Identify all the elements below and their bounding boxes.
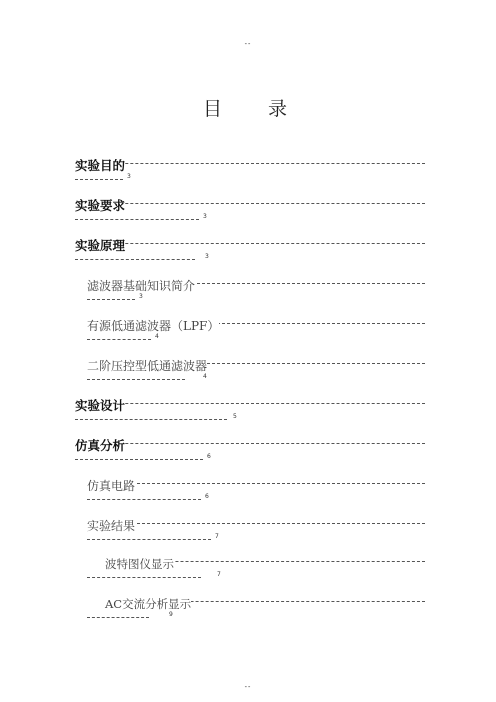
toc-entry-label: 二阶压控型低通滤波器 xyxy=(87,359,208,373)
toc-entry-experiment-design[interactable] xyxy=(75,395,425,425)
toc-entry-label: 波特图仪显示 xyxy=(105,557,174,571)
toc-page-number: 9 xyxy=(169,611,173,618)
toc-entry-experiment-results[interactable] xyxy=(87,515,425,545)
toc-page-number: 7 xyxy=(217,571,221,578)
toc-page-number: 3 xyxy=(203,213,207,220)
toc-entry-label: 实验设计 xyxy=(75,398,126,413)
toc-page-number: 3 xyxy=(139,293,143,300)
toc-entry-label: 实验原理 xyxy=(75,238,126,253)
toc-page-number: 4 xyxy=(203,373,207,380)
toc-entry-experiment-requirements[interactable] xyxy=(75,195,425,225)
toc-entry-label: 实验结果 xyxy=(87,519,136,533)
toc-page-number: 6 xyxy=(205,493,209,500)
toc-entry-filter-basics[interactable] xyxy=(87,275,425,305)
toc-entry-label: 有源低通滤波器（LPF） xyxy=(87,319,220,333)
toc-title: 目 录 xyxy=(202,98,308,120)
toc-entry-label: 仿真电路 xyxy=(87,479,136,493)
toc-entry-ac-analysis-display[interactable] xyxy=(105,593,425,623)
toc-entry-experiment-principle[interactable] xyxy=(75,235,425,265)
page-header-mark: -- xyxy=(244,40,252,48)
toc-entry-simulation-circuit[interactable] xyxy=(87,475,425,505)
toc-entry-label: AC交流分析显示 xyxy=(105,597,192,611)
toc-page-number: 4 xyxy=(155,333,159,340)
toc-page-number: 7 xyxy=(215,533,219,540)
toc-entry-label: 实验目的 xyxy=(75,158,126,173)
toc-entry-experiment-purpose[interactable] xyxy=(75,155,425,185)
toc-page-number: 5 xyxy=(233,413,237,420)
page-footer-mark: -- xyxy=(244,683,252,691)
toc-entry-label: 滤波器基础知识简介 xyxy=(87,279,196,293)
toc-entry-label: 仿真分析 xyxy=(75,438,126,453)
toc-entry-second-order-vcvs-lpf[interactable] xyxy=(87,355,425,385)
toc-page-number: 3 xyxy=(205,253,209,260)
toc-page-number: 3 xyxy=(127,173,131,180)
toc-entry-simulation-analysis[interactable] xyxy=(75,435,425,465)
toc-entry-bode-plotter-display[interactable] xyxy=(105,553,425,583)
toc-page-number: 6 xyxy=(207,453,211,460)
toc-entry-label: 实验要求 xyxy=(75,198,126,213)
toc-entry-active-lpf[interactable] xyxy=(87,315,425,345)
